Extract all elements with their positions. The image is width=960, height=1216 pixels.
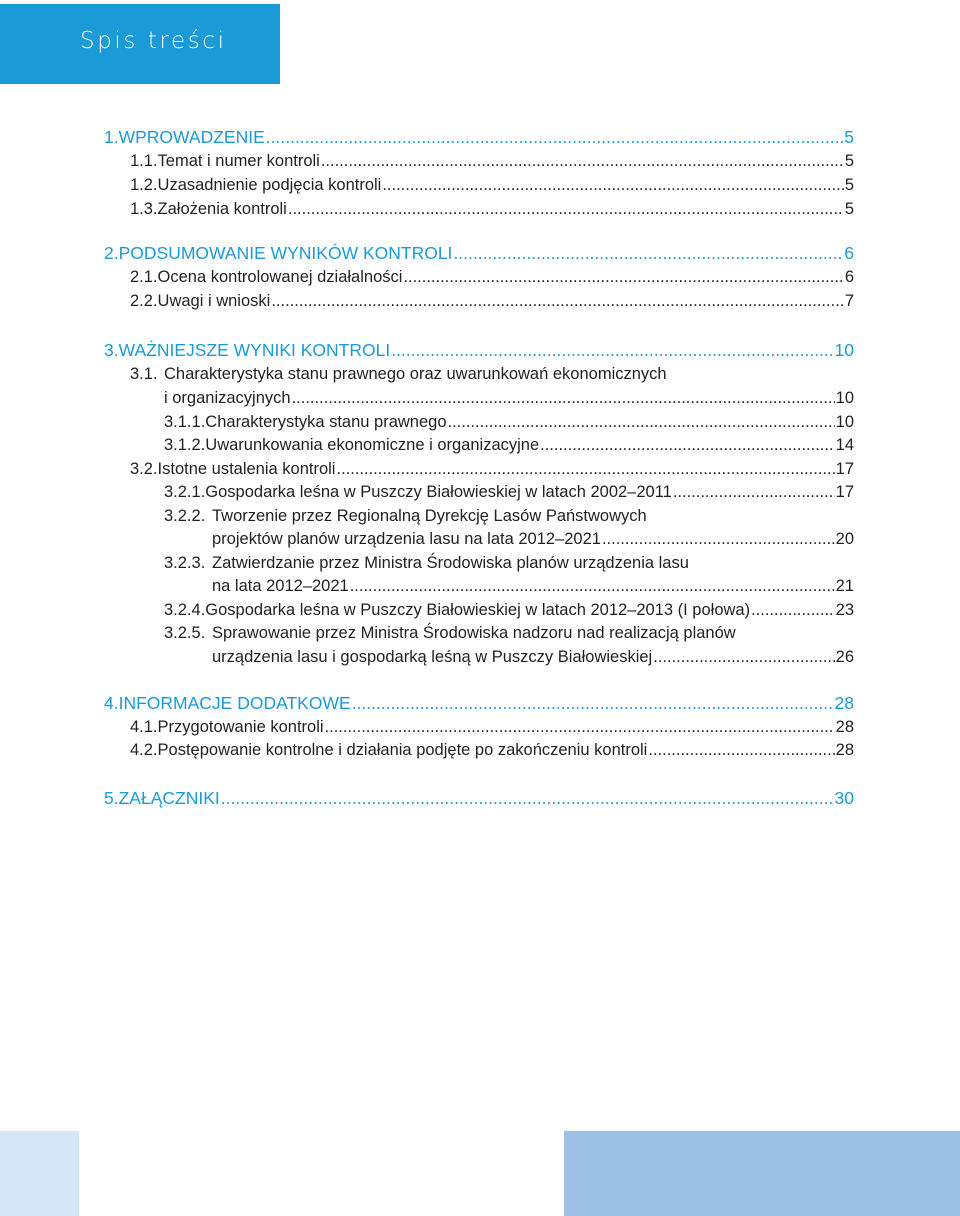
toc-entry-4-1[interactable]	[130, 716, 854, 738]
toc-leader	[751, 599, 835, 621]
toc-title: Ocena kontrolowanej działalności	[157, 268, 403, 286]
toc-entry-4[interactable]	[104, 692, 854, 714]
toc-leader	[453, 242, 843, 264]
toc-entry-3-2-2-line1[interactable]	[164, 505, 647, 527]
toc-page: 5	[844, 152, 854, 170]
footer-decor-right	[564, 1131, 960, 1216]
toc-entry-3-2-3[interactable]	[212, 575, 854, 597]
toc-leader	[391, 339, 833, 361]
page-title: Spis treści	[80, 28, 227, 54]
toc-number: 2.	[104, 243, 119, 263]
toc-number: 3.	[104, 340, 119, 360]
toc-entry-3-2-2[interactable]	[212, 528, 854, 550]
toc-leader	[403, 266, 843, 288]
toc-page: 10	[834, 340, 854, 360]
toc-leader	[448, 411, 835, 433]
toc-entry-3-2-5-line1[interactable]	[164, 622, 736, 644]
toc-leader	[602, 528, 835, 550]
toc-title: Uzasadnienie podjęcia kontroli	[157, 176, 382, 194]
toc-leader	[325, 716, 835, 738]
toc-entry-2[interactable]	[104, 242, 854, 264]
toc-number: 3.2.4.	[164, 601, 206, 619]
toc-leader	[350, 575, 835, 597]
toc-entry-2-2[interactable]	[130, 290, 854, 312]
toc-leader	[653, 646, 834, 668]
toc-page: 21	[835, 577, 854, 595]
toc-page: 30	[834, 788, 854, 808]
toc-leader	[336, 458, 834, 480]
toc-page: 5	[844, 200, 854, 218]
toc-title: Przygotowanie kontroli	[157, 718, 324, 736]
toc-leader	[292, 387, 835, 409]
toc-number: 2.1.	[130, 268, 158, 286]
toc-leader	[648, 739, 834, 761]
toc-entry-1-1[interactable]	[130, 150, 854, 172]
toc-title: Uwarunkowania ekonomiczne i organizacyjne	[205, 436, 540, 454]
toc-leader	[321, 150, 844, 172]
toc-entry-1-3[interactable]	[130, 198, 854, 220]
toc-number: 3.2.1.	[164, 483, 206, 501]
toc-title-cont: na lata 2012–2021	[212, 577, 349, 595]
toc-title: Zatwierdzanie przez Ministra Środowiska planów urządzenia lasu	[212, 554, 689, 572]
toc-number: 1.	[104, 127, 119, 147]
toc-entry-3-1-2[interactable]	[164, 434, 854, 456]
toc-entry-3-2-1[interactable]	[164, 481, 854, 503]
toc-number: 3.1.	[130, 365, 158, 383]
toc-entry-3-2-4[interactable]	[164, 599, 854, 621]
toc-number: 2.2.	[130, 292, 158, 310]
toc-number: 4.2.	[130, 741, 158, 759]
toc-entry-3-1-1[interactable]	[164, 411, 854, 433]
toc-page: 28	[835, 718, 854, 736]
toc-number: 1.2.	[130, 176, 158, 194]
toc-title: Postępowanie kontrolne i działania podjęte po zakończeniu kontroli	[157, 741, 648, 759]
toc-leader	[540, 434, 835, 456]
toc-leader	[382, 174, 843, 196]
toc-title-cont: urządzenia lasu i gospodarką leśną w Puszczy Białowieskiej	[212, 648, 653, 666]
toc-title-cont: i organizacyjnych	[164, 389, 291, 407]
toc-page: 6	[844, 243, 854, 263]
toc-number: 5.	[104, 788, 119, 808]
toc-page: 28	[834, 693, 854, 713]
toc-leader	[221, 787, 834, 809]
toc-number: 3.2.3.	[164, 554, 206, 572]
toc-title: WPROWADZENIE	[118, 127, 265, 147]
toc-page: 26	[835, 648, 854, 666]
toc-number: 3.2.	[130, 460, 158, 478]
toc-page: 17	[835, 460, 854, 478]
toc-entry-1-2[interactable]	[130, 174, 854, 196]
toc-page: 20	[835, 530, 854, 548]
toc-entry-5[interactable]	[104, 787, 854, 809]
toc-number: 1.3.	[130, 200, 158, 218]
toc-title: Istotne ustalenia kontroli	[157, 460, 336, 478]
toc-entry-3-2-5[interactable]	[212, 646, 854, 668]
toc-entry-1[interactable]	[104, 126, 854, 148]
toc-title-cont: projektów planów urządzenia lasu na lata 2012–2021	[212, 530, 601, 548]
toc-number: 1.1.	[130, 152, 158, 170]
toc-title: Temat i numer kontroli	[157, 152, 320, 170]
toc-leader	[352, 692, 834, 714]
toc-title: Charakterystyka stanu prawnego oraz uwarunkowań ekonomicznych	[164, 365, 667, 383]
toc-page: 5	[844, 127, 854, 147]
toc-page: 17	[835, 483, 854, 501]
toc-title: INFORMACJE DODATKOWE	[118, 693, 351, 713]
toc-title: Tworzenie przez Regionalną Dyrekcję Lasów Państwowych	[212, 507, 647, 525]
toc-number: 3.1.2.	[164, 436, 206, 454]
toc-page: 6	[844, 268, 854, 286]
toc-leader	[271, 290, 843, 312]
toc-leader	[673, 481, 835, 503]
toc-leader	[288, 198, 844, 220]
toc-number: 4.	[104, 693, 119, 713]
toc-page: 14	[835, 436, 854, 454]
toc-number: 3.2.2.	[164, 507, 206, 525]
toc-page: 10	[835, 389, 854, 407]
toc-title: Sprawowanie przez Ministra Środowiska nadzoru nad realizacją planów	[212, 624, 736, 642]
toc-title: Założenia kontroli	[157, 200, 287, 218]
toc-title: Gospodarka leśna w Puszczy Białowieskiej w latach 2012–2013 (I połowa)	[205, 601, 751, 619]
toc-title: WAŻNIEJSZE WYNIKI KONTROLI	[118, 340, 391, 360]
toc-page: 10	[835, 413, 854, 431]
toc-page: 5	[844, 176, 854, 194]
toc-entry-3-2-3-line1[interactable]	[164, 552, 689, 574]
toc-entry-3[interactable]	[104, 339, 854, 361]
toc-number: 3.2.5.	[164, 624, 206, 642]
toc-title: Charakterystyka stanu prawnego	[205, 413, 447, 431]
toc-entry-3-2[interactable]	[130, 458, 854, 480]
toc-leader	[266, 126, 844, 148]
toc-entry-3-1[interactable]	[164, 387, 854, 409]
toc-entry-4-2[interactable]	[130, 739, 854, 761]
toc-number: 4.1.	[130, 718, 158, 736]
toc-entry-3-1-line1[interactable]	[130, 363, 667, 385]
toc-title: Uwagi i wnioski	[157, 292, 271, 310]
toc-number: 3.1.1.	[164, 413, 206, 431]
toc-page: 23	[835, 601, 854, 619]
toc-title: Gospodarka leśna w Puszczy Białowieskiej w latach 2002–2011	[205, 483, 672, 501]
toc-entry-2-1[interactable]	[130, 266, 854, 288]
toc-title: PODSUMOWANIE WYNIKÓW KONTROLI	[118, 243, 453, 263]
toc-title: ZAŁĄCZNIKI	[118, 788, 220, 808]
footer-decor-left	[0, 1131, 79, 1216]
toc-page: 7	[844, 292, 854, 310]
toc-page: 28	[835, 741, 854, 759]
